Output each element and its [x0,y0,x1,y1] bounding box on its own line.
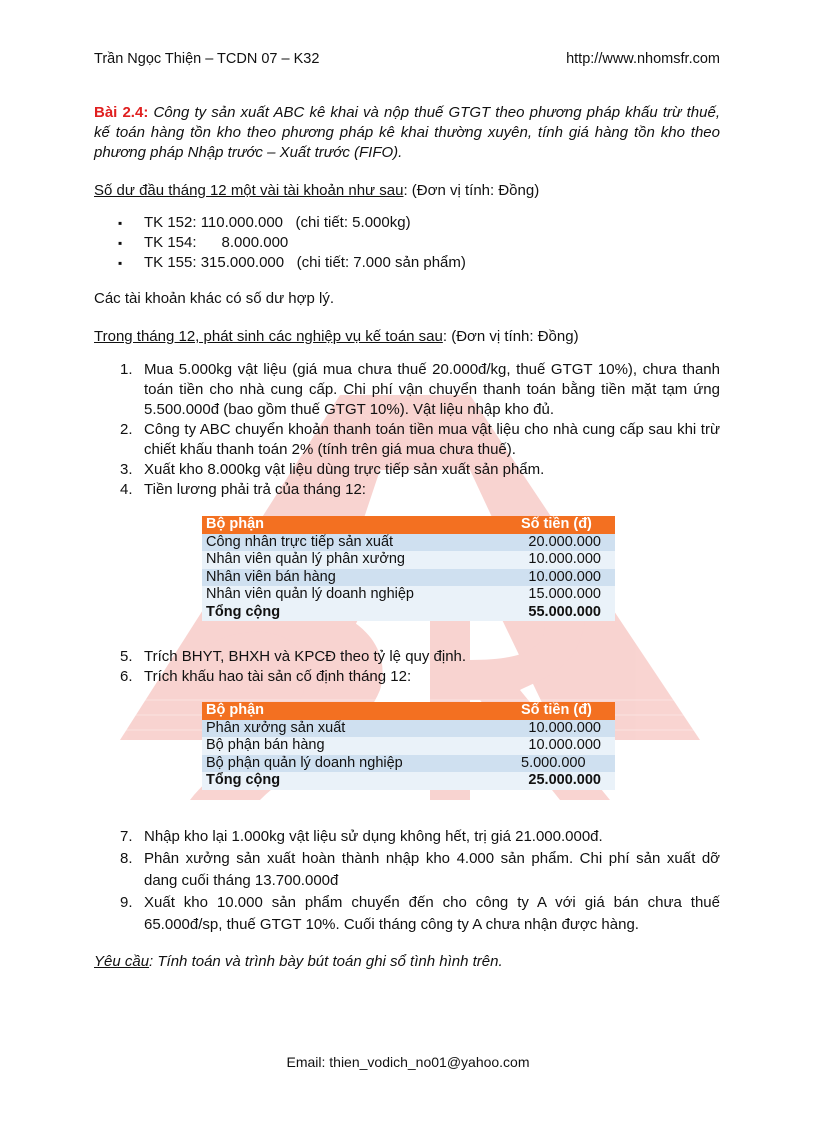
footer-email: Email: thien_vodich_no01@yahoo.com [286,1054,530,1070]
table-row: Nhân viên quản lý phân xưởng 10.000.000 [202,551,615,569]
exercise-label: Bài 2.4: [94,104,149,121]
table-total-row: Tổng cộng 25.000.000 [202,772,615,790]
opening-balance-heading: Số dư đầu tháng 12 một vài tài khoản như sau: (Đơn vị tính: Đồng) [94,182,540,199]
list-item: 7. Nhập kho lại 1.000kg vật liệu sử dụng không hết, trị giá 21.000.000đ. [120,827,603,845]
list-item: 8. Phân xưởng sản xuất hoàn thành nhập kho 4.000 sản phẩm. Chi phí sản xuất dỡ dang cuối tháng 13.700.000đ [120,849,720,889]
table-row: Công nhân trực tiếp sản xuất 20.000.000 [202,534,615,552]
list-item: ▪ TK 152: 110.000.000 (chi tiết: 5.000kg) [94,213,720,233]
table-row: Bộ phận bán hàng 10.000.000 [202,737,615,755]
list-item: 3. Xuất kho 8.000kg vật liệu dùng trực tiếp sản xuất sản phẩm. [120,461,545,478]
salary-table [202,516,615,621]
list-item: 4. Tiền lương phải trả của tháng 12: [120,481,366,498]
header-url[interactable]: http://www.nhomsfr.com [566,51,720,67]
exercise-text: Công ty sản xuất ABC kê khai và nộp thuế GTGT theo phương pháp khấu trừ thuế, kế toán hàng tồn kho theo phương pháp kê khai thường xuyên, tính giá hàng tồn kho theo phương pháp Nhập trước – Xuất trước (FIFO). [94,104,720,161]
exercise-intro [94,103,720,163]
table-row: Nhân viên quản lý doanh nghiệp 15.000.000 [202,586,615,604]
list-item: ▪ TK 154: 8.000.000 [94,233,720,253]
table-header-row [202,516,615,534]
table-total-row: Tổng cộng 55.000.000 [202,604,615,622]
column-header: Số tiền (đ) [517,702,615,720]
list-item: 6. Trích khấu hao tài sản cố định tháng 12: [120,668,412,685]
document-body [94,103,720,972]
list-item: 9. Xuất kho 10.000 sản phẩm chuyển đến cho công ty A với giá bán chưa thuế 65.000đ/sp, thuế GTGT 10%. Cuối tháng công ty A chưa nhận được hàng. [120,893,720,933]
table-row: Bộ phận quản lý doanh nghiệp 5.000.000 [202,755,615,773]
transaction-list-a [94,360,720,500]
balance-list [94,213,720,273]
column-header: Bộ phận [202,516,517,534]
transactions-heading: Trong tháng 12, phát sinh các nghiệp vụ kế toán sau: (Đơn vị tính: Đồng) [94,328,579,345]
column-header: Bộ phận [202,702,517,720]
requirement: Yêu cầu: Tính toán và trình bày bút toán ghi sổ tình hình trên. [94,952,503,970]
header-author: Trần Ngọc Thiện – TCDN 07 – K32 [94,51,320,67]
list-item: 5. Trích BHYT, BHXH và KPCĐ theo tỷ lệ quy định. [120,648,467,665]
table-header-row [202,702,615,720]
list-item: 1. Mua 5.000kg vật liệu (giá mua chưa thuế 20.000đ/kg, thuế GTGT 10%), chưa thanh toán tiền cho nhà cung cấp. Chi phí vận chuyển thanh toán bằng tiền mặt tạm ứng 5.500.000đ (bao gồm thuế GTGT 10%). Vật liệu nhập kho đủ. [120,361,720,418]
depreciation-table [202,702,615,790]
transaction-list-b [94,647,720,687]
column-header: Số tiền (đ) [517,516,615,534]
transaction-list-c [94,826,720,936]
table-row: Phân xưởng sản xuất 10.000.000 [202,720,615,738]
table-row: Nhân viên bán hàng 10.000.000 [202,569,615,587]
other-accounts-note: Các tài khoản khác có số dư hợp lý. [94,290,334,307]
list-item: ▪ TK 155: 315.000.000 (chi tiết: 7.000 sản phẩm) [94,253,720,273]
list-item: 2. Công ty ABC chuyển khoản thanh toán tiền mua vật liệu cho nhà cung cấp sau khi trừ chiết khấu thanh toán 2% (tính trên giá mua chưa thuế). [120,421,720,458]
